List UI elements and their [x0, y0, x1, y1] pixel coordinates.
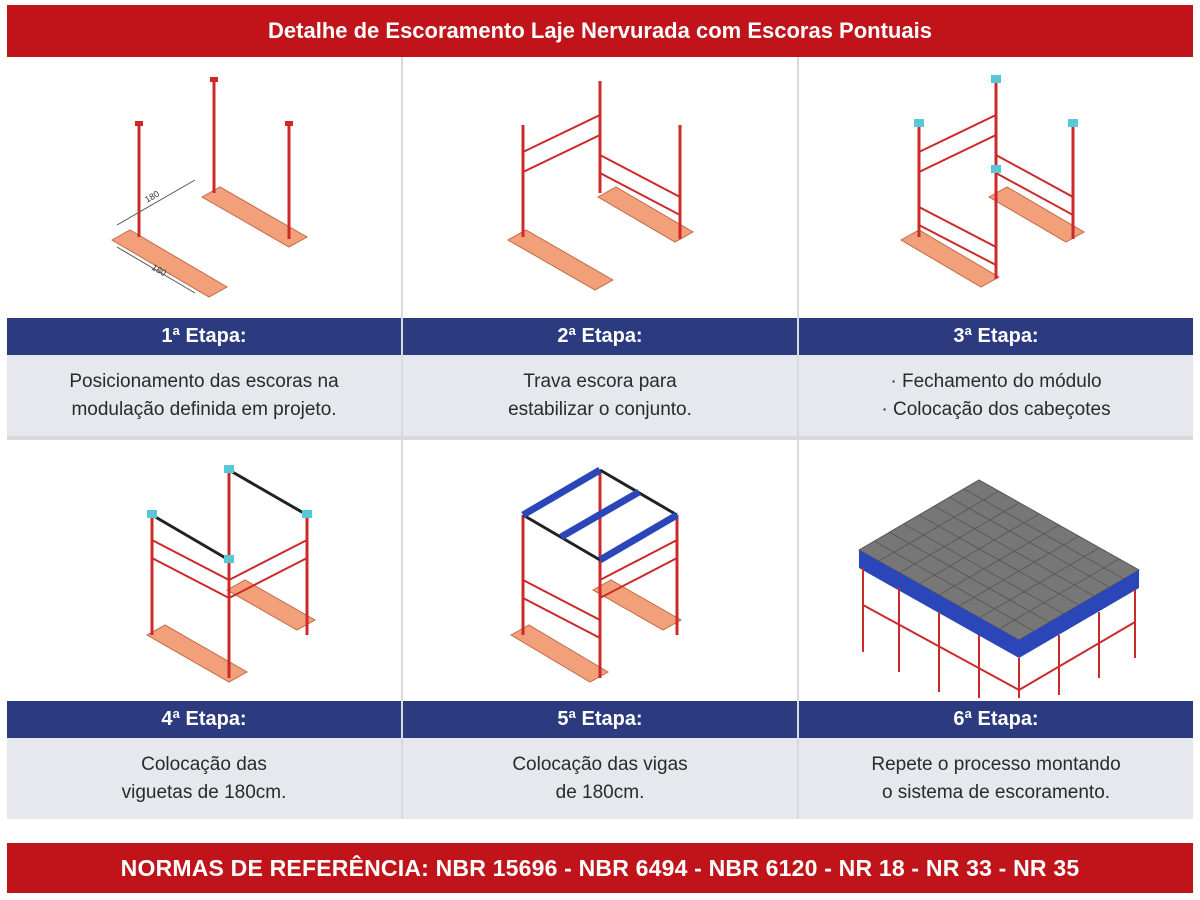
step-5-label: 5ª Etapa:	[403, 701, 797, 738]
step-4-description	[7, 738, 401, 819]
step-1-label: 1ª Etapa:	[7, 318, 401, 355]
step-6-line-2: o sistema de escoramento.	[881, 781, 1111, 803]
step-4-line-2: viguetas de 180cm.	[121, 781, 287, 803]
step-6-label: 6ª Etapa:	[799, 701, 1193, 738]
step-6-illustration	[799, 440, 1193, 701]
step-card-2	[403, 57, 797, 436]
step-2-line-2: estabilizar o conjunto.	[508, 398, 692, 420]
step-3-label: 3ª Etapa:	[799, 318, 1193, 355]
reference-standards-bar: NORMAS DE REFERÊNCIA: NBR 15696 - NBR 6494 - NBR 6120 - NR 18 - NR 33 - NR 35	[7, 843, 1193, 893]
step-2-label: 2ª Etapa:	[403, 318, 797, 355]
step-3-line-1: · Fechamento do módulo	[890, 370, 1102, 392]
step-3-description	[799, 355, 1193, 436]
step-1-line-1: Posicionamento das escoras na	[69, 370, 339, 392]
step-2-illustration	[403, 57, 797, 318]
step-2-description	[403, 355, 797, 436]
step-5-illustration	[403, 440, 797, 701]
step-1-description	[7, 355, 401, 436]
step-card-6	[799, 440, 1193, 819]
step-5-line-1: Colocação das vigas	[512, 753, 688, 775]
step-4-illustration	[7, 440, 401, 701]
step-3-line-2: · Colocação dos cabeçotes	[881, 398, 1111, 420]
steps-grid	[7, 57, 1193, 819]
step-4-label: 4ª Etapa:	[7, 701, 401, 738]
dimension-label-a: 180	[143, 188, 162, 205]
dimension-label-b: 180	[150, 262, 169, 279]
step-5-line-2: de 180cm.	[555, 781, 645, 803]
step-1-line-2: modulação definida em projeto.	[71, 398, 337, 420]
step-card-3	[799, 57, 1193, 436]
step-2-line-1: Trava escora para	[523, 370, 677, 392]
page-title: Detalhe de Escoramento Laje Nervurada com Escoras Pontuais	[7, 5, 1193, 57]
step-3-illustration	[799, 57, 1193, 318]
step-6-line-1: Repete o processo montando	[871, 753, 1121, 775]
step-4-line-1: Colocação das	[141, 753, 267, 775]
step-1-illustration	[7, 57, 401, 318]
step-card-5	[403, 440, 797, 819]
step-card-4	[7, 440, 401, 819]
step-6-description	[799, 738, 1193, 819]
step-card-1	[7, 57, 401, 436]
step-5-description	[403, 738, 797, 819]
